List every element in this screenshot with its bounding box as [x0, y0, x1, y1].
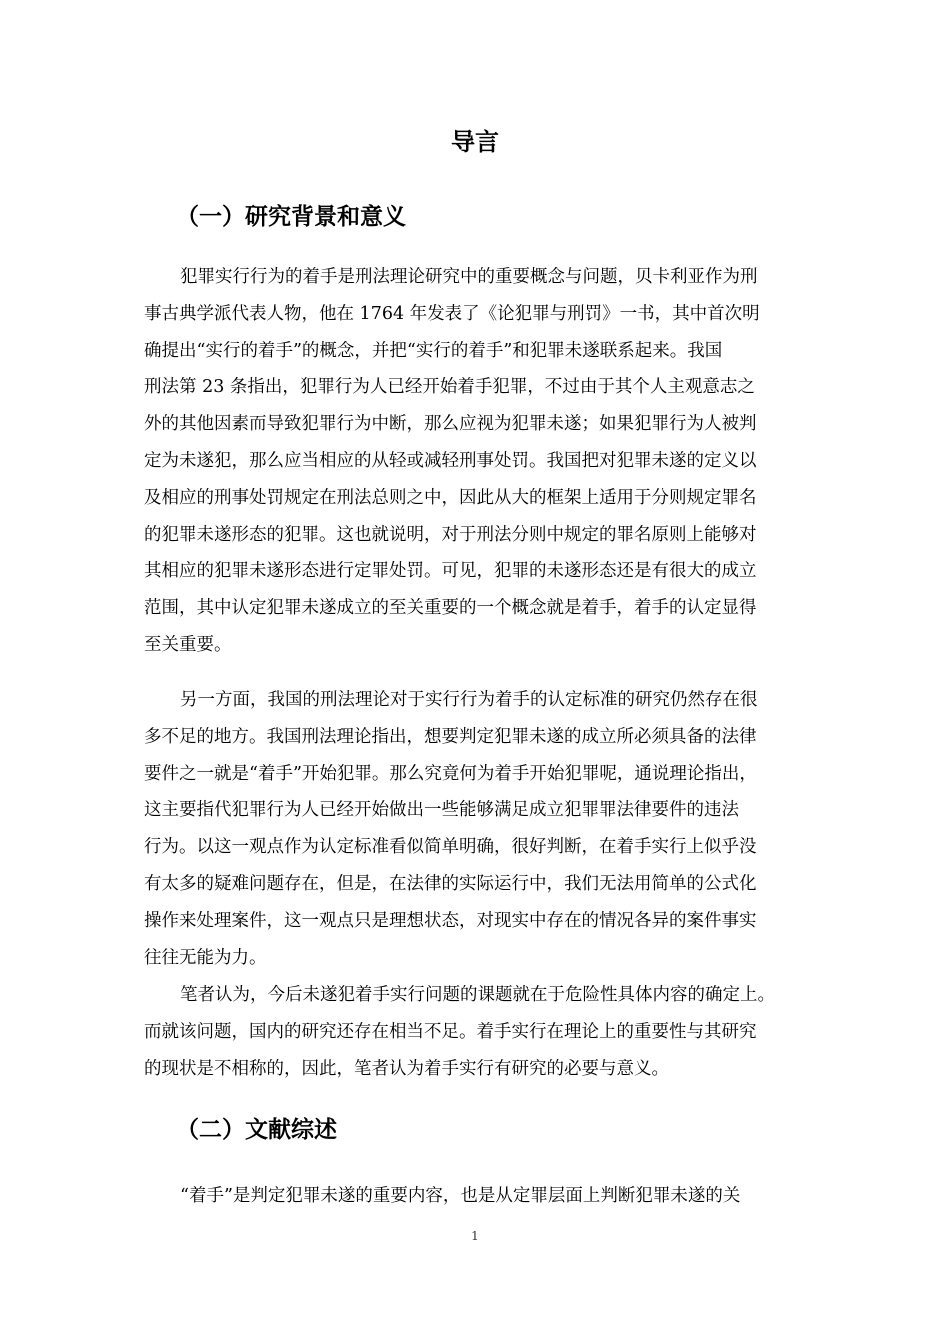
page-number: 1	[471, 1229, 479, 1243]
text-line: 确提出“实行的着手”的概念，并把“实行的着手”和犯罪未遂联系起来。我国	[144, 340, 723, 361]
text-line: 范围，其中认定犯罪未遂成立的至关重要的一个概念就是着手，着手的认定显得	[144, 598, 757, 619]
document-title: 导言	[451, 128, 499, 156]
paragraph-background-2	[144, 682, 814, 976]
text-line: 往往无能为力。	[144, 947, 267, 968]
text-line: 多不足的地方。我国刑法理论指出，想要判定犯罪未遂的成立所必须具备的法律	[144, 726, 757, 747]
text-line: 其相应的犯罪未遂形态进行定罪处罚。可见，犯罪的未遂形态还是有很大的成立	[144, 561, 757, 582]
paragraph-background-3	[144, 977, 814, 1087]
text-line: 外的其他因素而导致犯罪行为中断，那么应视为犯罪未遂；如果犯罪行为人被判	[144, 414, 757, 435]
text-line: 另一方面，我国的刑法理论对于实行行为着手的认定标准的研究仍然存在很	[180, 690, 758, 710]
section-heading-background: （一）研究背景和意义	[176, 204, 406, 230]
paragraph-literature-1	[144, 1178, 814, 1215]
text-line: 要件之一就是“着手”开始犯罪。那么究竟何为着手开始犯罪呢，通说理论指出，	[144, 763, 757, 784]
text-line: 而就该问题，国内的研究还存在相当不足。着手实行在理论上的重要性与其研究	[144, 1021, 757, 1042]
paragraph-background-1	[144, 259, 814, 664]
text-line: 及相应的刑事处罚规定在刑法总则之中，因此从大的框架上适用于分则规定罪名	[144, 487, 757, 508]
text-line: 这主要指代犯罪行为人已经开始做出一些能够满足成立犯罪罪法律要件的违法	[144, 800, 739, 821]
section-heading-literature-review: （二）文献综述	[176, 1117, 337, 1143]
text-line: 笔者认为，今后未遂犯着手实行问题的课题就在于危险性具体内容的确定上。	[180, 985, 775, 1005]
text-line: 操作来处理案件，这一观点只是理想状态，对现实中存在的情况各异的案件事实	[144, 910, 757, 931]
text-line: 定为未遂犯，那么应当相应的从轻或减轻刑事处罚。我国把对犯罪未遂的定义以	[144, 450, 757, 471]
text-line: 事古典学派代表人物，他在 1764 年发表了《论犯罪与刑罚》一书，其中首次明	[144, 303, 760, 324]
text-line: 有太多的疑难问题存在，但是，在法律的实际运行中，我们无法用简单的公式化	[144, 873, 757, 894]
text-line: 至关重要。	[144, 634, 232, 655]
text-line: 犯罪实行行为的着手是刑法理论研究中的重要概念与问题，贝卡利亚作为刑	[180, 267, 758, 287]
text-line: 的犯罪未遂形态的犯罪。这也就说明，对于刑法分则中规定的罪名原则上能够对	[144, 524, 757, 545]
text-line: 刑法第 23 条指出，犯罪行为人已经开始着手犯罪，不过由于其个人主观意志之	[144, 377, 755, 398]
text-line: “着手”是判定犯罪未遂的重要内容，也是从定罪层面上判断犯罪未遂的关	[180, 1186, 741, 1206]
text-line: 行为。以这一观点作为认定标准看似简单明确，很好判断，在着手实行上似乎没	[144, 837, 757, 858]
text-line: 的现状是不相称的，因此，笔者认为着手实行有研究的必要与意义。	[144, 1058, 669, 1079]
